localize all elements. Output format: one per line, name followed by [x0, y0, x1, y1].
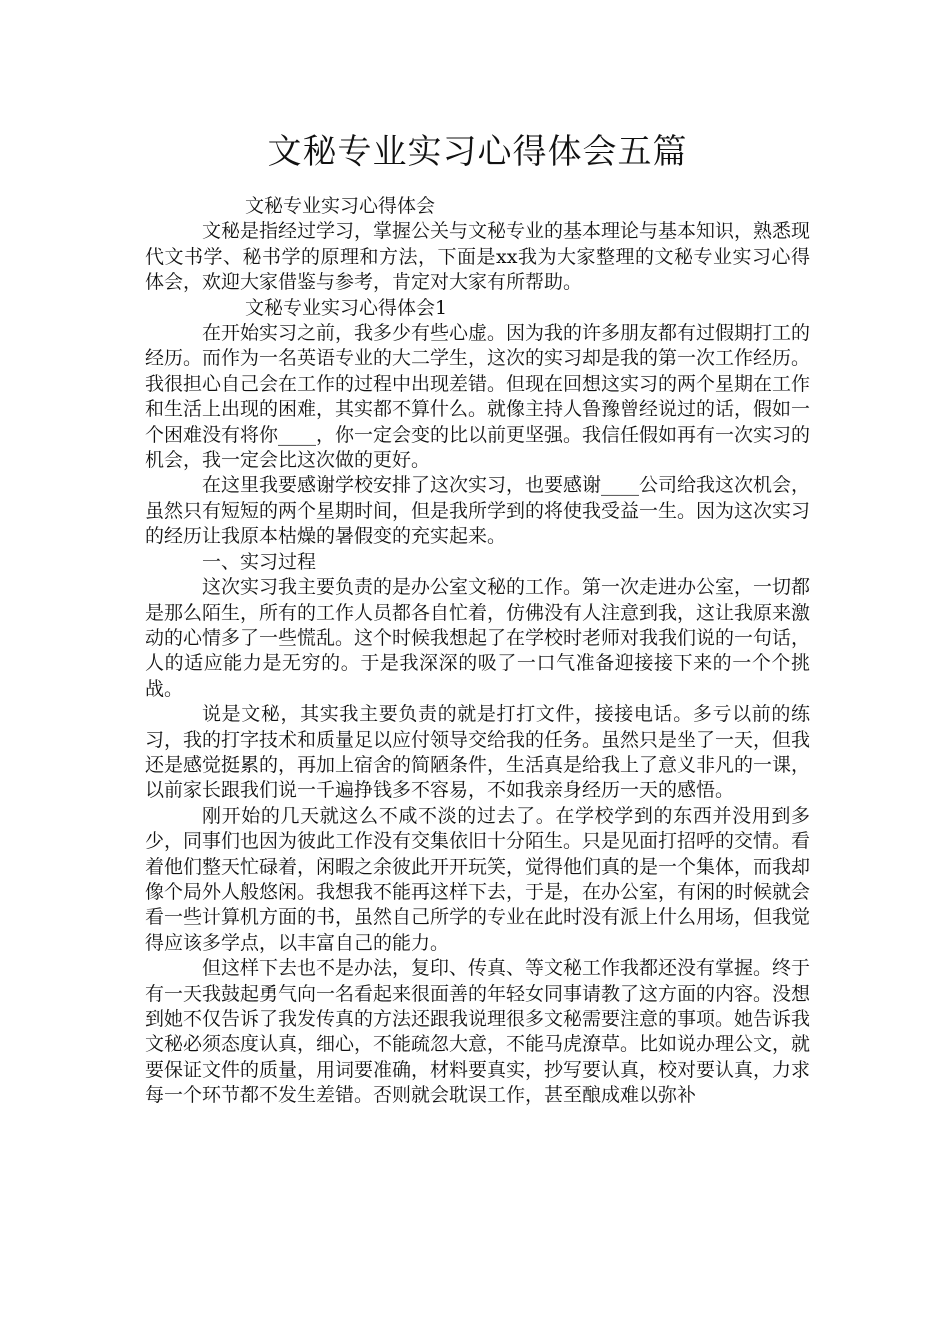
document-page [145, 0, 810, 1344]
paragraph: 但这样下去也不是办法，复印、传真、等文秘工作我都还没有掌握。终于有一天我鼓起勇气向一名看起来很面善的年轻女同事请教了这方面的内容。没想到她不仅告诉了我发传真的方法还跟我说理很多文秘需要注意的事项。她告诉我文秘必须态度认真，细心，不能疏忽大意，不能马虎潦草。比如说办理公文，就要保证文件的质量，用词要准确，材料要真实，抄写要认真，校对要认真，力求每一个环节都不发生差错。否则就会耽误工作，甚至酿成难以弥补 [145, 957, 811, 1107]
paragraph: 在这里我要感谢学校安排了这次实习，也要感谢____公司给我这次机会，虽然只有短短的两个星期时间，但是我所学到的将使我受益一生。因为这次实习的经历让我原本枯燥的暑假变的充实起来。 [145, 474, 811, 548]
section-heading: 文秘专业实习心得体会1 [245, 296, 448, 319]
paragraph: 说是文秘，其实我主要负责的就是打打文件，接接电话。多亏以前的练习，我的打字技术和质量足以应付领导交给我的任务。虽然只是坐了一天，但我还是感觉挺累的，再加上宿舍的简陋条件，生活真是给我上了意义非凡的一课，以前家长跟我们说一千遍挣钱多不容易，不如我亲身经历一天的感悟。 [145, 703, 811, 802]
document-title: 文秘专业实习心得体会五篇 [267, 132, 688, 172]
paragraph: 这次实习我主要负责的是办公室文秘的工作。第一次走进办公室，一切都是那么陌生，所有的工作人员都各自忙着，仿佛没有人注意到我，这让我原来激动的心情多了一些慌乱。这个时候我想起了在学校时老师对我我们说的一句话，人的适应能力是无穷的。于是我深深的吸了一口气准备迎接接下来的一个个挑战。 [145, 576, 811, 700]
paragraph: 刚开始的几天就这么不咸不淡的过去了。在学校学到的东西并没用到多少，同事们也因为彼此工作没有交集依旧十分陌生。只是见面打招呼的交情。看着他们整天忙碌着，闲暇之余彼此开开玩笑，觉得他们真的是一个集体，而我却像个局外人般悠闲。我想我不能再这样下去，于是，在办公室，有闲的时候就会看一些计算机方面的书，虽然自己所学的专业在此时没有派上什么用场，但我觉得应该多学点，以丰富自己的能力。 [145, 804, 811, 954]
paragraph: 文秘是指经过学习，掌握公关与文秘专业的基本理论与基本知识，熟悉现代文书学、秘书学的原理和方法，下面是xx我为大家整理的文秘专业实习心得体会，欢迎大家借鉴与参考，肯定对大家有所帮助。 [145, 220, 811, 294]
section-heading: 文秘专业实习心得体会 [245, 195, 436, 217]
document-body [145, 194, 810, 1109]
subsection-heading: 一、实习过程 [202, 550, 317, 573]
paragraph: 在开始实习之前，我多少有些心虚。因为我的许多朋友都有过假期打工的经历。而作为一名英语专业的大二学生，这次的实习却是我的第一次工作经历。我很担心自己会在工作的过程中出现差错。但现在回想这实习的两个星期在工作和生活上出现的困难，其实都不算什么。就像主持人鲁豫曾经说过的话，假如一个困难没有将你____，你一定会变的比以前更坚强。我信任假如再有一次实习的机会，我一定会比这次做的更好。 [145, 322, 811, 472]
